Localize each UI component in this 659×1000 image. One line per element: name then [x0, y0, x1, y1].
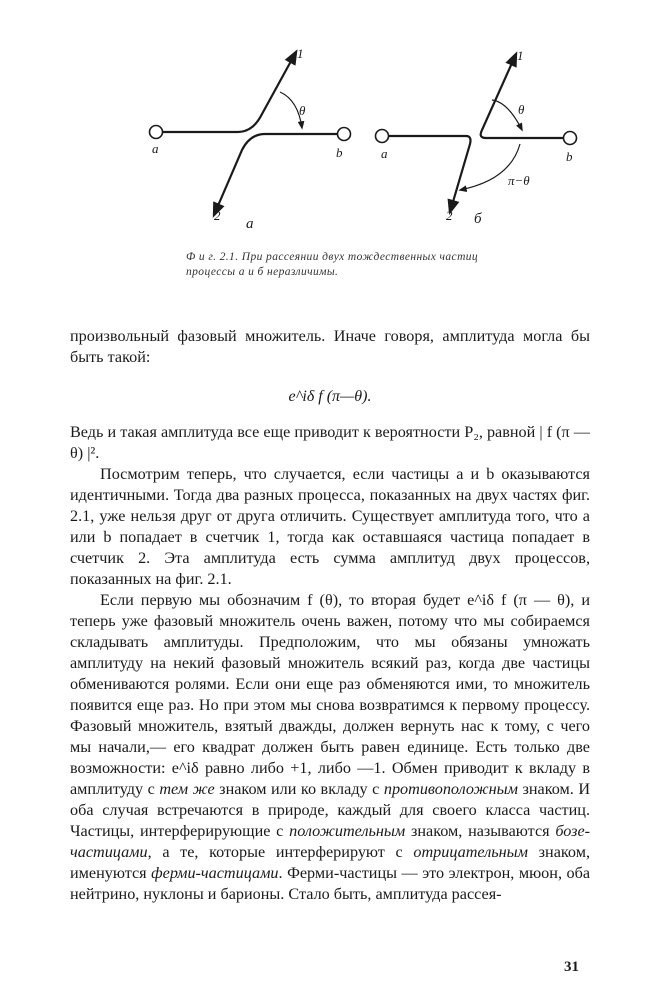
trajectory-a-to-1 — [163, 52, 296, 132]
label-2-left: 2 — [214, 208, 221, 223]
emphasis-bose: бозе-частицами — [70, 822, 591, 861]
particle-a-dot — [150, 126, 163, 139]
figure-2-1 — [130, 40, 600, 240]
label-1-right: 1 — [517, 48, 524, 63]
paragraph-2: Ведь и такая амплитуда все еще приводит к вероятности P₂, равной | f (π — θ) |². — [70, 423, 590, 462]
paragraph-3: Посмотрим теперь, что случается, если частицы a и b оказываются идентичными. Тогда два разных процесса, показанных на двух частях фиг. 2.1, уже нельзя друг от друга отличить. Существует амплитуда того, что a или b попадает в счетчик 1, тогда как оставшаяся частица попадает в счетчик 2. Эта амплитуда есть сумма амплитуд двух процессов, показанных на фиг. 2.1. — [70, 465, 590, 588]
diagram-a — [150, 52, 351, 215]
label-b-left: b — [336, 145, 343, 160]
page-number: 31 — [564, 959, 579, 975]
diagram-b — [376, 54, 577, 212]
figure-caption — [186, 250, 596, 280]
label-theta-left: θ — [299, 103, 306, 118]
p4-part-d: знаком, называются — [410, 822, 550, 840]
emphasis-opposite: противоположным — [383, 780, 518, 798]
paragraph-1: произвольный фазовый множитель. Иначе говоря, амплитуда могла бы быть такой: — [70, 327, 590, 366]
label-1-left: 1 — [297, 46, 304, 61]
trajectory-b-to-2 — [214, 134, 337, 215]
label-a-right: a — [381, 146, 388, 161]
caption-line-2: процессы a и б неразличимы. — [186, 266, 339, 278]
label-a-left: a — [152, 141, 159, 156]
trajectory-b-to-1-right — [481, 54, 563, 138]
panel-label-a: a — [246, 216, 254, 232]
paragraph-4 — [70, 590, 590, 905]
formula — [70, 386, 590, 407]
particle-b-dot — [338, 128, 351, 141]
p4-part-f: знаком, именуются — [70, 843, 591, 882]
p4-part-e: , а те, которые интерферируют с — [147, 843, 403, 861]
caption-line-1: Ф и г. 2.1. При рассеянии двух тождественных частиц — [186, 251, 479, 263]
panel-label-b: б — [474, 211, 482, 227]
formula-text: e^iδ f (π—θ). — [288, 388, 372, 405]
label-pi-theta-right: π−θ — [508, 173, 530, 188]
particle-a-dot-right — [376, 130, 389, 143]
p4-part-g: . Ферми-частицы — это электрон, мюон, оба нейтрино, нуклоны и барионы. Стало быть, амплитуда рассея- — [70, 864, 591, 903]
emphasis-fermi: ферми-частицами — [151, 864, 279, 882]
emphasis-negative: отрицательным — [413, 843, 528, 861]
p4-part-b: знаком или ко вкладу с — [219, 780, 380, 798]
p4-part-c: знаком. И оба случая встречаются в природе, каждый для своего класса частиц. Частицы, интерферирующие с — [70, 780, 591, 840]
emphasis-positive: положительным — [289, 822, 406, 840]
label-theta-right: θ — [518, 102, 525, 117]
label-2-right: 2 — [446, 208, 453, 223]
particle-b-dot-right — [564, 132, 577, 145]
label-b-right: b — [566, 149, 573, 164]
body-text — [70, 326, 590, 905]
emphasis-same: тем же — [159, 780, 215, 798]
trajectory-a-to-2-right — [389, 136, 471, 212]
p4-part-a: Если первую мы обозначим f (θ), то вторая будет e^iδ f (π — θ), и теперь уже фазовый множитель очень важен, потому что мы собираемся складывать амплитуды. Предположим, что мы обязаны умножать амплитуду на некий фазовый множитель всякий раз, когда две частицы обмениваются ролями. Если они еще раз обменяются ими, то множитель появится еще раз. Но при этом мы снова возвратимся к первому процессу. Фазовый множитель, взятый дважды, должен вернуть нас к тому, с чего мы начали,— его квадрат должен быть равен единице. Есть только две возможности: e^iδ равно либо +1, либо —1. Обмен приводит к вкладу в амплитуду с — [70, 591, 590, 798]
